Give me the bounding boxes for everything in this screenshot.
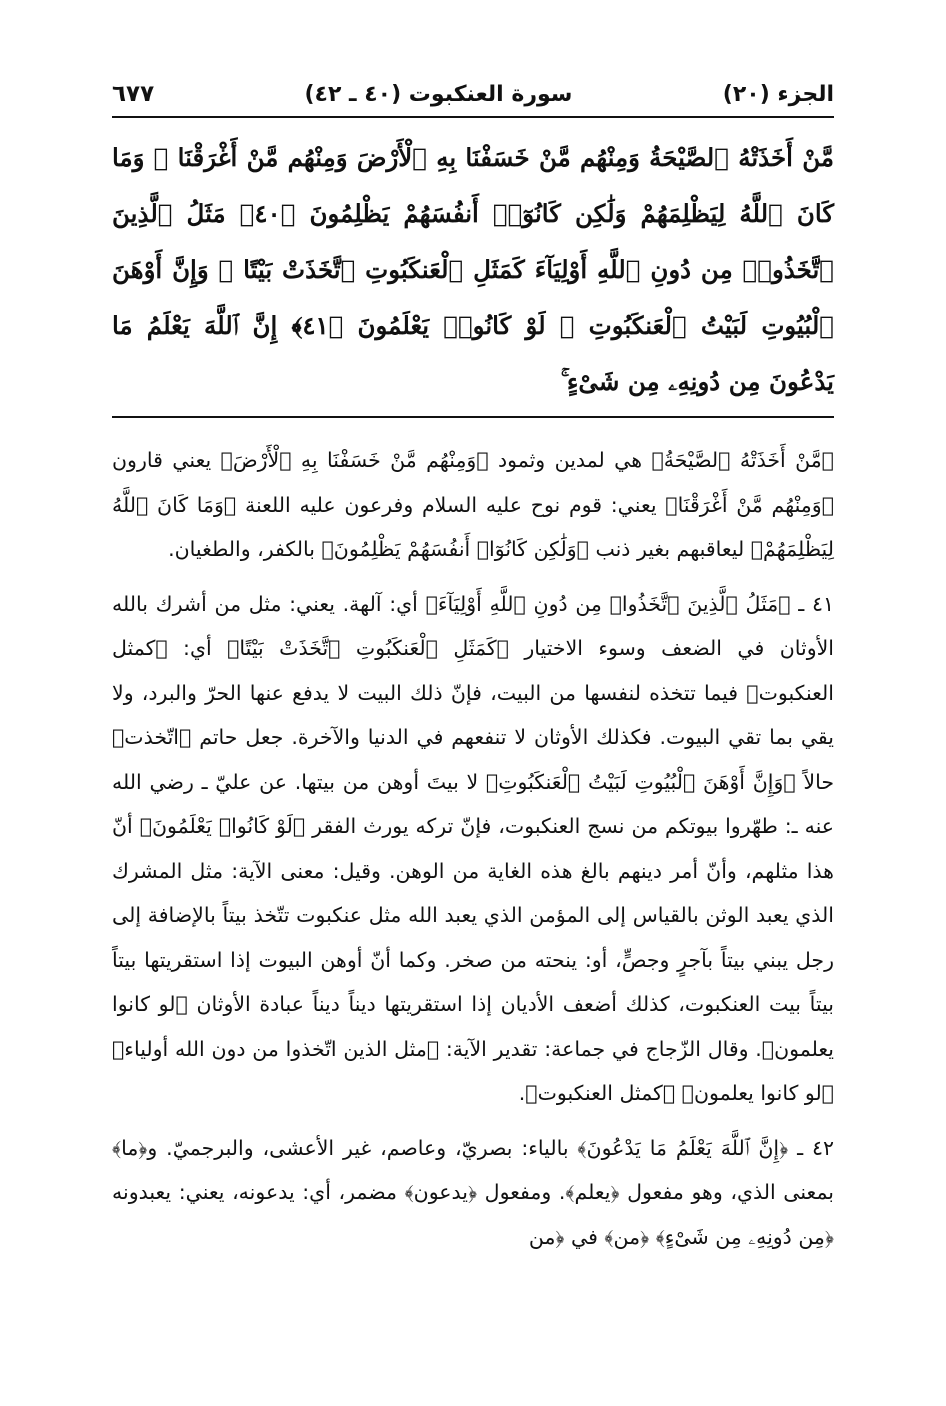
surah-title: سورة العنكبوت (٤٠ ـ ٤٢) (304, 82, 573, 107)
quran-text: مَّنْ أَخَذَتْهُ ٱلصَّيْحَةُ وَمِنْهُم مَّنْ خَسَفْنَا بِهِ ٱلْأَرْضَ وَمِنْهُم مَّنْ أَغْرَقْنَا ۚ وَمَا كَانَ ٱللَّهُ لِيَظْلِمَهُمْ وَلَٰكِن كَانُوٓا۟ أَنفُسَهُمْ يَظْلِمُونَ ﴿٤٠﴾ مَثَلُ ٱلَّذِينَ ٱتَّخَذُوا۟ مِن دُونِ ٱللَّهِ أَوْلِيَآءَ كَمَثَلِ ٱلْعَنكَبُوتِ ٱتَّخَذَتْ بَيْتًا ۖ وَإِنَّ أَوْهَنَ ٱلْبُيُوتِ لَبَيْتُ ٱلْعَنكَبُوتِ ۖ لَوْ كَانُوا۟ يَعْلَمُونَ ﴿٤١﴾ إِنَّ ٱللَّهَ يَعْلَمُ مَا يَدْعُونَ مِن دُونِهِۦ مِن شَىْءٍ ۚ (112, 143, 834, 396)
page-header (112, 78, 834, 118)
page-number: ٦٧٧ (112, 81, 155, 107)
commentary-paragraph: ٤٢ ـ ﴿إِنَّ ٱللَّهَ يَعْلَمُ مَا يَدْعُونَ﴾ بالياء: بصريّ، وعاصم، غير الأعشى، والبرجميّ. و﴿ما﴾ بمعنى الذي، وهو مفعول ﴿يعلم﴾. ومفعول ﴿يدعون﴾ مضمر، أي: يدعونه، يعني: يعبدونه ﴿مِن دُونِهِۦ مِن شَىْءٍ﴾ ﴿من﴾ في ﴿من (112, 1135, 834, 1249)
juz-label: الجزء (٢٠) (722, 82, 834, 107)
commentary-paragraph: ﴿مَّنْ أَخَذَتْهُ ٱلصَّيْحَةُ﴾ هي لمدين وثمود ﴿وَمِنْهُم مَّنْ خَسَفْنَا بِهِ ٱلْأَرْضَ﴾ يعني قارون ﴿وَمِنْهُم مَّنْ أَغْرَقْنَا﴾ يعني: قوم نوح عليه السلام وفرعون عليه اللعنة ﴿وَمَا كَانَ ٱللَّهُ لِيَظْلِمَهُمْ﴾ ليعاقبهم بغير ذنب ﴿وَلَٰكِن كَانُوٓا۟ أَنفُسَهُمْ يَظْلِمُونَ﴾ بالكفر، والطغيان. (112, 448, 834, 561)
book-page (112, 78, 834, 1259)
commentary-paragraph: ٤١ ـ ﴿مَثَلُ ٱلَّذِينَ ٱتَّخَذُوا۟ مِن دُونِ ٱللَّهِ أَوْلِيَآءَ﴾ أي: آلهة. يعني: مثل من أشرك بالله الأوثان في الضعف وسوء الاختيار ﴿كَمَثَلِ ٱلْعَنكَبُوتِ ٱتَّخَذَتْ بَيْتًا﴾ أي: ﴿كمثل العنكبوت﴾ فيما تتخذه لنفسها من البيت، فإنّ ذلك البيت لا يدفع عنها الحرّ والبرد، ولا يقي بما تقي البيوت. فكذلك الأوثان لا تنفعهم في الدنيا والآخرة. جعل حاتم ﴿اتّخذت﴾ حالاً ﴿وَإِنَّ أَوْهَنَ ٱلْبُيُوتِ لَبَيْتُ ٱلْعَنكَبُوتِ﴾ لا بيتَ أوهن من بيتها. عن عليّ ـ رضي الله عنه ـ: طهّروا بيوتكم من نسج العنكبوت، فإنّ تركه يورث الفقر ﴿لَوْ كَانُوا۟ يَعْلَمُونَ﴾ أنّ هذا مثلهم، وأنّ أمر دينهم بالغ هذه الغاية من الوهن. وقيل: معنى الآية: مثل المشرك الذي يعبد الوثن بالقياس إلى المؤمن الذي يعبد الله مثل عنكبوت تتّخذ بيتاً بالإضافة إلى رجل يبني بيتاً بآجرٍ وجصٍّ، أو: ينحته من صخر. وكما أنّ أوهن البيوت إذا استقريتها بيتاً بيتاً بيت العنكبوت، كذلك أضعف الأديان إذا استقريتها ديناً ديناً عبادة الأوثان ﴿لو كانوا يعلمون﴾. وقال الزّجاج في جماعة: تقدير الآية: ﴿مثل الذين اتّخذوا من دون الله أولياء﴾ ﴿لو كانوا يعلمون﴾ ﴿كمثل العنكبوت﴾. (112, 591, 834, 1105)
quran-verses (112, 118, 834, 410)
section-divider (112, 416, 834, 418)
commentary (112, 438, 834, 1259)
